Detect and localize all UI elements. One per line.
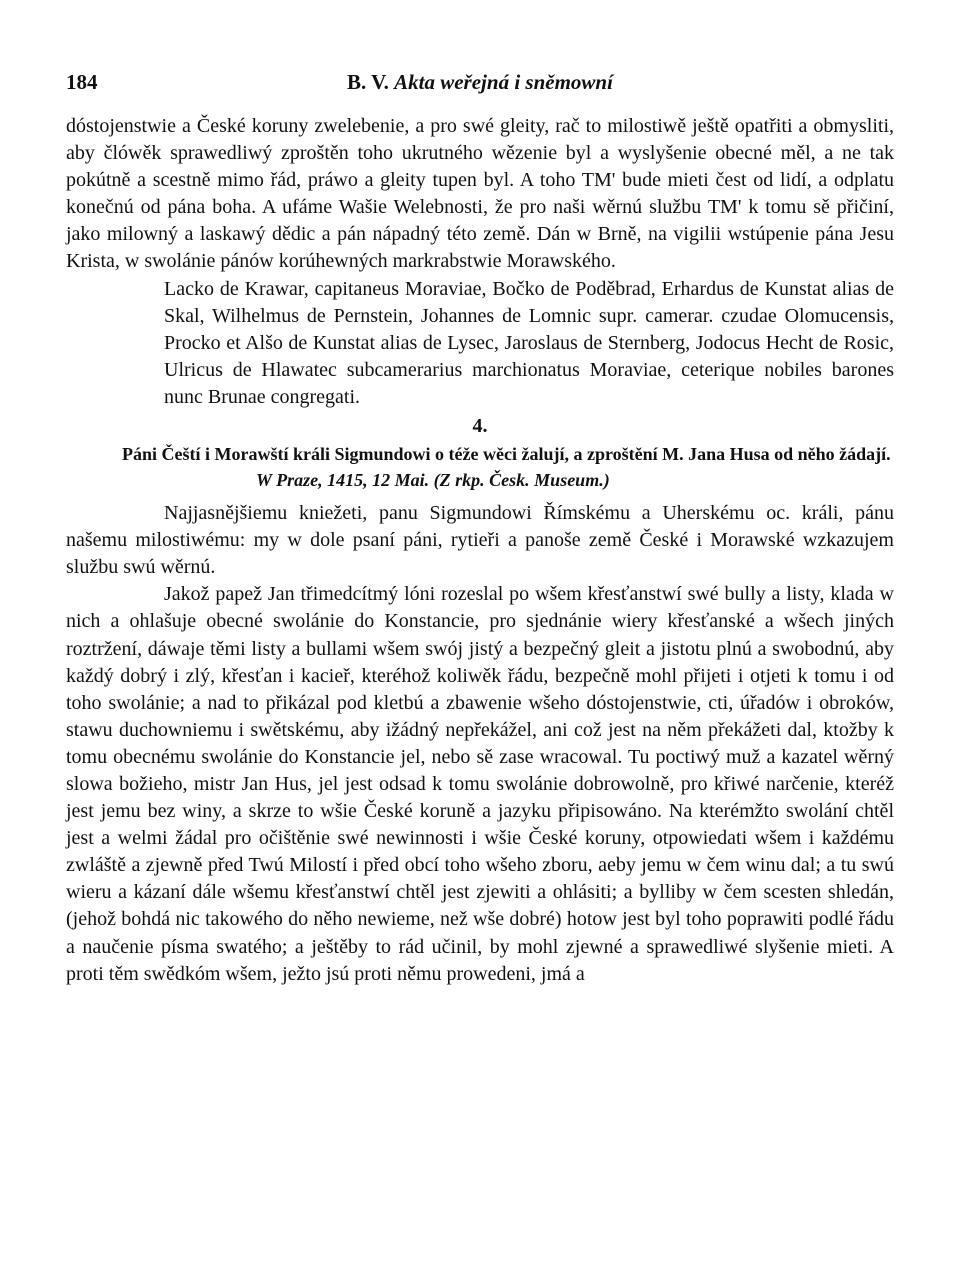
section-dateline: W Praze, 1415, 12 Mai. (Z rkp. Česk. Museum.) xyxy=(256,470,610,491)
paragraph-continued: dóstojenstwie a České koruny zwelebenie, a pro swé gleity, rač to milostiwě ještě opatřiti a obmysliti, aby člówěk sprawedliwý zproštěn toho ukrutného wězenie byl a wyslyšenie obecné měl, a ne tak pokútně a scestně mimo řád, práwo a gleity tupen byl. A toho TM' bude mieti čest od lidí, a odplatu konečnú od pána boha. A ufáme Wašie Welebnosti, že pro naši wěrnú službu TM' k tomu sě přičiní, jako milowný a laskawý dědic a pán nápadný této země. Dán w Brně, na vigilii wstúpenie pána Jesu Krista, w swolánie pánów korúhewných markrabstwie Morawského. xyxy=(66,115,894,273)
page-number: 184 xyxy=(66,70,98,94)
section-number: 4. xyxy=(472,415,488,438)
running-head-title: Akta weřejná i sněmowní xyxy=(394,70,613,94)
page-body xyxy=(66,113,894,988)
running-head-prefix: B. V. xyxy=(347,70,389,94)
letter-paragraph: Jakož papež Jan třimedcítmý lóni rozeslal po wšem křesťanstwí swé bully a listy, klada w nich a ohlašuje obecné swolánie do Konstancie, pro sjednánie wiery křesťanské a wšech jiných roztržení, dáwaje těmi listy a bullami wšem swój jistý a bezpečný gleit a jistotu plnú a swobodnú, aby každý dobrý i zlý, křesťan i kacieř, kteréhož koliwěk řádu, bezpečně mohl přijeti i otjeti k tomu i od toho swolánie; a nad to přikázal pod kletbú a zbawenie wšeho dóstojenstwie, cti, úřadów i obroków, stawu duchowniemu i swětskému, aby ižádný nepřekážel, ani což jest na něm překážeti dal, ktožby k tomu obecnému swolánie do Konstancie jel, nebo sě zase wracowal. Tu poctiwý muž a kazatel wěrný slowa božieho, mistr Jan Hus, jel jest odsad k tomu swolánie dobrowolně, pro křiwé narčenie, kteréž jest jemu bez winy, a skrze to wšie České koruně a jazyku připisowáno. Na kterémžto swolání chtěl jest a welmi žádal pro očištěnie swé newinnosti i wšie České koruny, otpowiedati wšem i každému zwláště a zjewně před Twú Milostí i před obcí toho wšeho zboru, aeby jemu w čem winu dal; a tu swú wieru a kázaní dále wšemu křesťanstwí chtěl jest zjewiti a ohlásiti; a bylliby w čem scesten shledán, (jehož bohdá nic takowého do něho newieme, než wše dobré) hotow jest byl toho poprawiti podlé řádu a naučenie písma swatého; a ještěby to rád učinil, by mohl zjewné a sprawedliwé slyšenie mieti. A proti těm swědkóm wšem, ježto jsú proti němu prowedeni, jmá a xyxy=(66,583,894,985)
letter-body xyxy=(66,500,894,988)
running-head xyxy=(66,70,894,95)
section-summary-text: Páni Čeští i Morawští králi Sigmundowi o téže wěci žalují, a zproštění M. Jana Husa od něho žádají. xyxy=(122,444,891,465)
page-header xyxy=(66,70,894,100)
section-summary xyxy=(66,441,894,468)
signers-list: Lacko de Krawar, capitaneus Moraviae, Bočko de Poděbrad, Erhardus de Kunstat alias de Skal, Wilhelmus de Pernstein, Johannes de Lomnic supr. camerar. czudae Olomucensis, Procko et Alšo de Kunstat alias de Lysec, Jaroslaus de Sternberg, Jodocus Hecht de Rosic, Ulricus de Hlawatec subcamerarius marchionatus Moraviae, ceterique nobiles barones nunc Brunae congregati. xyxy=(164,277,894,408)
letter-salutation: Najjasnějšiemu kniežeti, panu Sigmundowi Římskému a Uherskému oc. králi, pánu našemu milostiwému: my w dole psaní páni, rytieři a panoše země České i Morawské wzkazujem službu swú wěrnú. xyxy=(66,502,894,579)
